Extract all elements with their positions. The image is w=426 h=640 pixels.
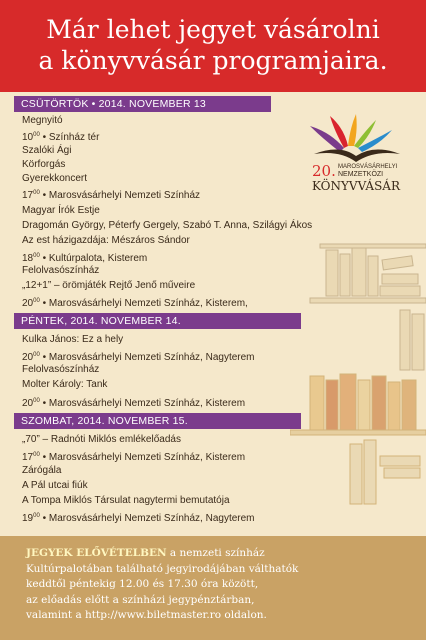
- program-time-venue: $20^{00}$ • Marosvásárhelyi Nemzeti Színház, Kisterem,: [22, 298, 248, 309]
- program-time-venue: $20^{00}$ • Marosvásárhelyi Nemzeti Színház, Nagyterem: [22, 352, 255, 363]
- program-time-venue: $19^{00}$ • Marosvásárhelyi Nemzeti Színház, Nagyterem: [22, 513, 255, 524]
- header-banner: [0, 0, 426, 92]
- ticket-info-line-4: valamint a http://www.biletmaster.ro oldalon.: [26, 609, 267, 621]
- program-time-venue: $20^{00}$ • Marosvásárhelyi Nemzeti Színház, Kisterem: [22, 398, 246, 409]
- program-title: Magyar Írók Estje: [22, 205, 100, 216]
- program-time-venue: $17^{00}$ • Marosvásárhelyi Nemzeti Színház, Kisterem: [22, 452, 246, 463]
- ticket-info-line-1: Kultúrpalotában található jegyirodájában válthatók: [26, 562, 299, 575]
- program-title: Kulka János: Ez a hely: [22, 334, 124, 345]
- ticket-info-line-0: JEGYEK ELŐVÉTELBEN a nemzeti színház: [26, 547, 265, 559]
- program-title: Molter Károly: Tank: [22, 379, 108, 390]
- bookshelf-illustration: [290, 230, 426, 530]
- ticket-info-footer: [0, 536, 426, 640]
- program-subtitle: „70” – Radnóti Miklós emlékelőadás: [22, 434, 181, 445]
- program-time-venue: $17^{00}$ • Marosvásárhelyi Nemzeti Színház: [22, 190, 201, 201]
- program-subtitle: Körforgás: [22, 159, 66, 170]
- headline-line-2: a könyvvásár programjaira.: [38, 46, 388, 75]
- ticket-info-text: [22, 546, 412, 624]
- program-performers: Dragomán György, Péterfy Gergely, Szabó T. Anna, Szilágyi Ákos: [22, 220, 313, 231]
- program-time-venue: $10^{00}$ • Színház tér: [22, 132, 100, 143]
- colored-books-icon: [290, 374, 426, 504]
- headline-line-1: Már lehet jegyet vásárolni: [46, 15, 380, 44]
- book-fair-logo: [300, 108, 418, 198]
- program-host: Az est házigazdája: Mészáros Sándor: [22, 235, 190, 246]
- books-icon: [310, 244, 426, 370]
- tickets-highlight: JEGYEK ELŐVÉTELBEN: [26, 547, 167, 559]
- program-title: Megnyitó: [22, 115, 63, 126]
- ticket-info-line-2: keddtől péntekig 12.00 és 17.30 óra között,: [26, 578, 259, 590]
- day-header-thursday: CSÜTÖRTÖK • 2014. NOVEMBER 13: [14, 96, 271, 112]
- logo-line-1: MAROSVÁSÁRHELYI: [338, 164, 398, 170]
- ticket-info-line-3: az előadás előtt a színházi jegypénztárban,: [26, 593, 255, 606]
- logo-line-3: KÖNYVVÁSÁR: [312, 179, 401, 193]
- program-subtitle: Gyerekkoncert: [22, 173, 88, 184]
- program-title: Zárógála: [22, 465, 62, 476]
- program-subtitle: A Tompa Miklós Társulat nagytermi bemutatója: [22, 495, 230, 506]
- program-title: Felolvasószínház: [22, 364, 100, 375]
- program-title: A Pál utcai fiúk: [22, 480, 88, 491]
- day-header-friday: PÉNTEK, 2014. NOVEMBER 14.: [14, 313, 301, 329]
- program-title: Felolvasószínház: [22, 265, 100, 276]
- program-time-venue: $18^{00}$ • Kultúrpalota, Kisterem: [22, 253, 148, 264]
- logo-line-2: NEMZETKÖZI: [338, 171, 384, 178]
- fan-petals-icon: [310, 114, 400, 162]
- logo-number: 20.: [312, 162, 336, 180]
- program-subtitle: „12+1” – örömjáték Rejtő Jenő műveire: [22, 280, 196, 291]
- program-title: Szalóki Ági: [22, 145, 72, 156]
- day-header-saturday: SZOMBAT, 2014. NOVEMBER 15.: [14, 413, 301, 429]
